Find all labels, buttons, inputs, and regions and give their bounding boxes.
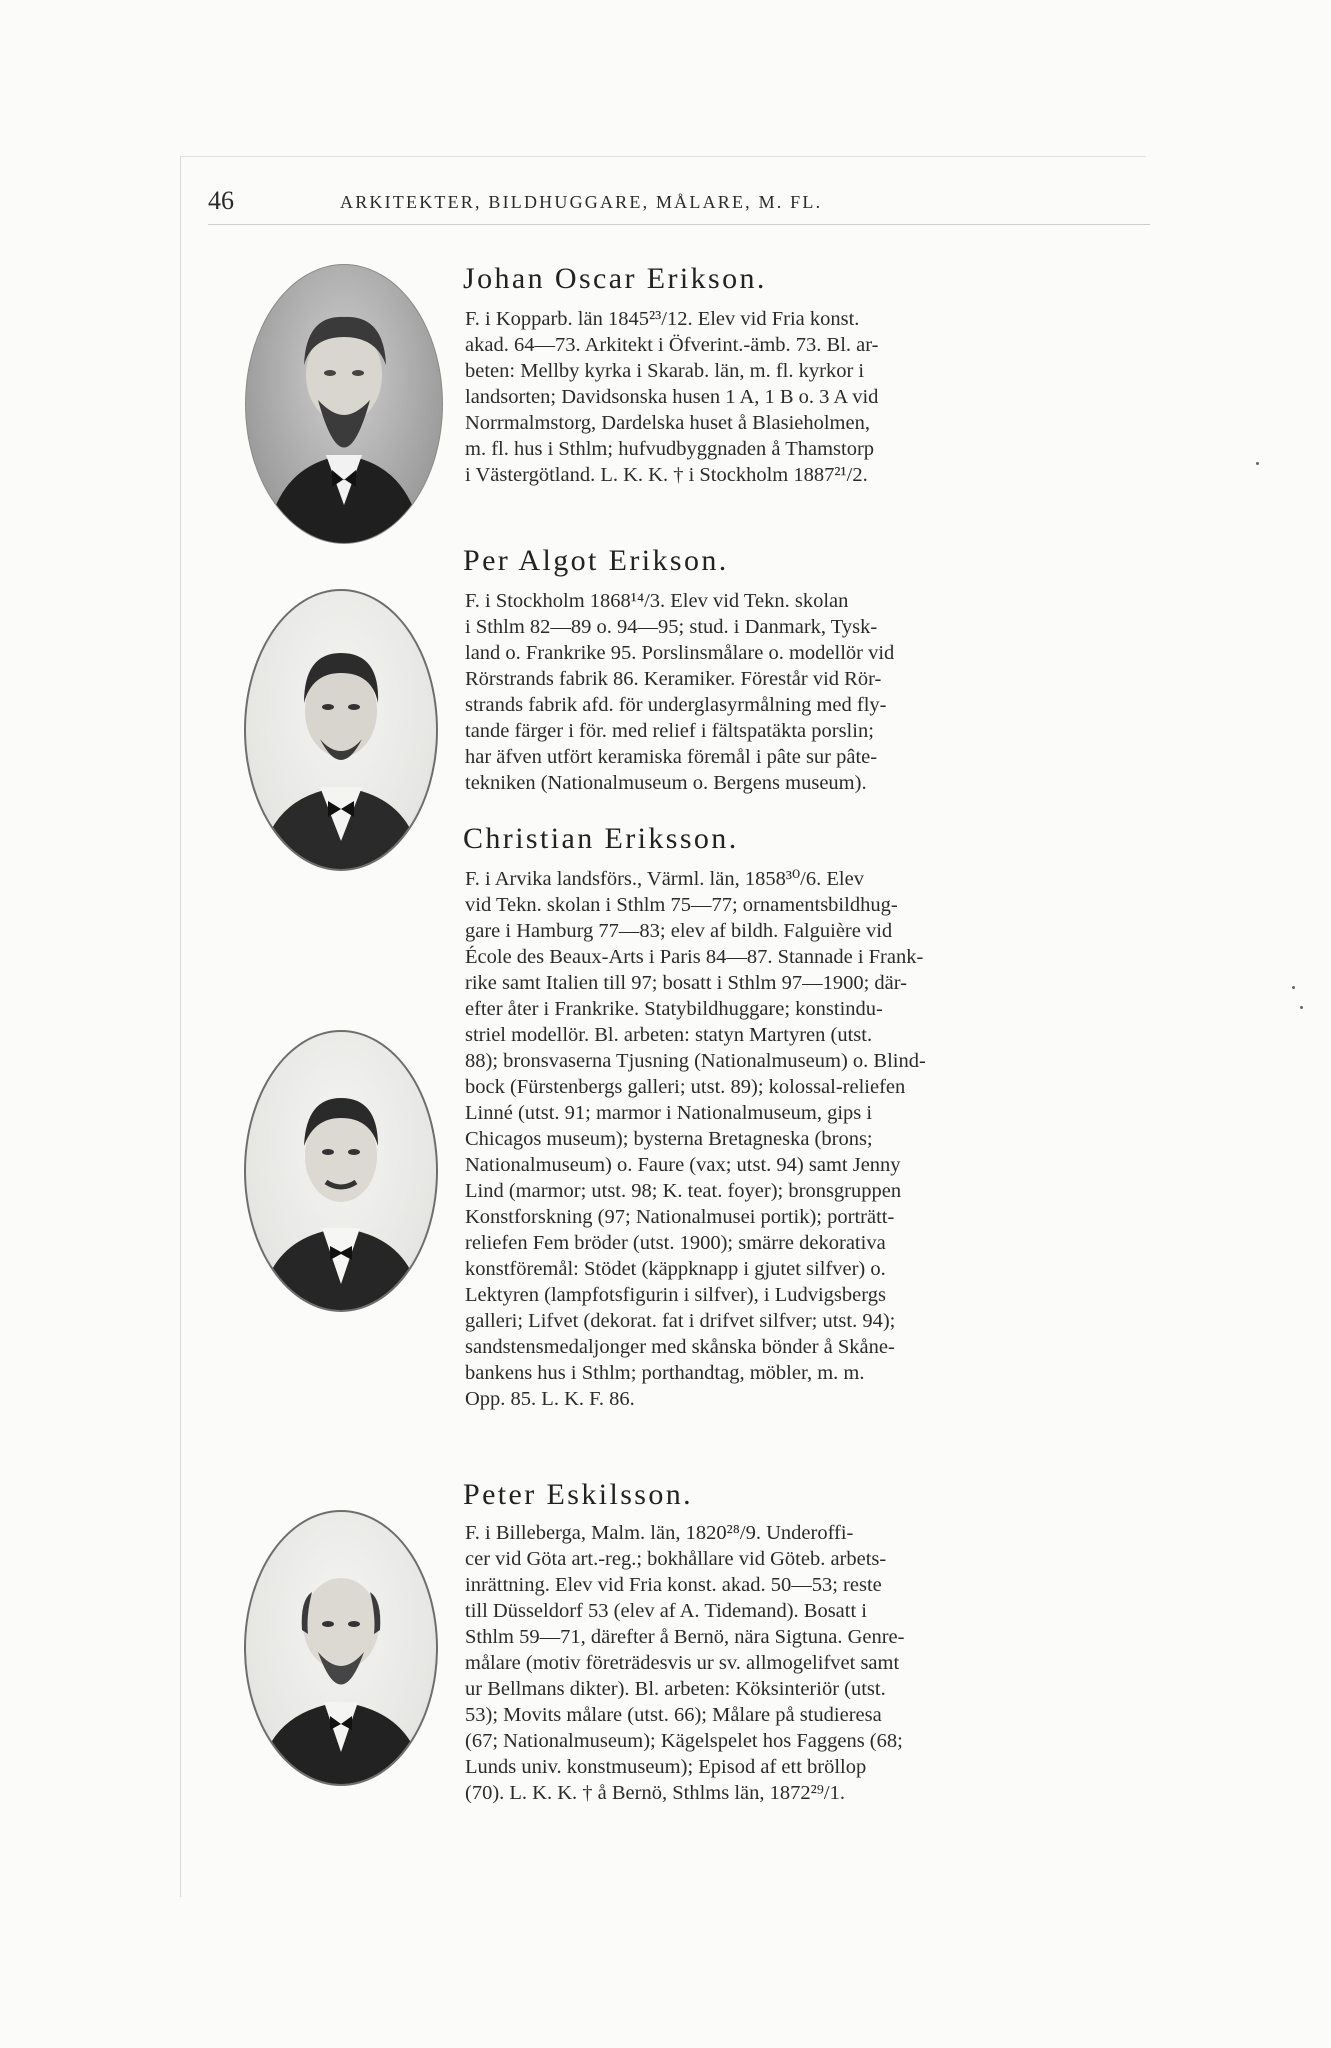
bio-line: tande färger i för. med relief i fältspatäkta porslin;	[465, 720, 874, 742]
entry-bio	[465, 306, 1148, 488]
entry-name: Christian Eriksson.	[463, 822, 739, 855]
portrait-figure-icon	[246, 1032, 436, 1310]
portrait-figure-icon	[246, 591, 436, 869]
bio-line: 53); Movits målare (utst. 66); Målare på studieresa	[465, 1704, 882, 1726]
running-head: ARKITEKTER, BILDHUGGARE, MÅLARE, M. FL.	[340, 192, 823, 212]
bio-line: Opp. 85. L. K. F. 86.	[465, 1388, 635, 1410]
bio-line: Rörstrands fabrik 86. Keramiker. Förestår vid Rör-	[465, 668, 882, 690]
bio-line: (70). L. K. K. † å Bernö, Sthlms län, 1872²⁹/1.	[465, 1782, 845, 1804]
portrait-per-algot-erikson	[244, 589, 438, 871]
bio-line: i Sthlm 82—89 o. 94—95; stud. i Danmark, Tysk-	[465, 616, 878, 638]
print-speck	[1292, 986, 1295, 989]
bio-line: F. i Kopparb. län 1845²³/12. Elev vid Fria konst.	[465, 308, 860, 330]
bio-line: Lunds univ. konstmuseum); Episod af ett bröllop	[465, 1756, 867, 1778]
bio-line: efter åter i Frankrike. Statybildhuggare; konstindu-	[465, 998, 883, 1020]
entry-bio	[465, 866, 1148, 1412]
bio-line: F. i Billeberga, Malm. län, 1820²⁸/9. Underoffi-	[465, 1522, 854, 1544]
bio-line: reliefen Fem bröder (utst. 1900); smärre dekorativa	[465, 1232, 886, 1254]
bio-line: till Düsseldorf 53 (elev af A. Tidemand). Bosatt i	[465, 1600, 867, 1622]
bio-line: sandstensmedaljonger med skånska bönder å Skåne-	[465, 1336, 895, 1358]
bio-line: Linné (utst. 91; marmor i Nationalmuseum, gips i	[465, 1102, 873, 1124]
portrait-figure-icon	[246, 1512, 436, 1784]
bio-line: i Västergötland. L. K. K. † i Stockholm 1887²¹/2.	[465, 464, 868, 486]
bio-line: har äfven utfört keramiska föremål i pâte sur pâte-	[465, 746, 878, 768]
entry-bio	[465, 588, 1148, 796]
portrait-johan-oscar-erikson	[245, 264, 443, 544]
bio-line: land o. Frankrike 95. Porslinsmålare o. modellör vid	[465, 642, 895, 664]
bio-line: 88); bronsvaserna Tjusning (Nationalmuseum) o. Blind-	[465, 1050, 926, 1072]
bio-line: landsorten; Davidsonska husen 1 A, 1 B o. 3 A vid	[465, 386, 879, 408]
bio-line: École des Beaux-Arts i Paris 84—87. Stannade i Frank-	[465, 946, 924, 968]
bio-line: Chicagos museum); bysterna Bretagneska (brons;	[465, 1128, 873, 1150]
bio-line: (67; Nationalmuseum); Kägelspelet hos Faggens (68;	[465, 1730, 903, 1752]
bio-line: bankens hus i Sthlm; porthandtag, möbler, m. m.	[465, 1362, 865, 1384]
bio-line: F. i Arvika landsförs., Värml. län, 1858³⁰/6. Elev	[465, 868, 864, 890]
entry-bio	[465, 1520, 1148, 1806]
portrait-peter-eskilsson	[244, 1510, 438, 1786]
bio-line: Nationalmuseum) o. Faure (vax; utst. 94) samt Jenny	[465, 1154, 901, 1176]
bio-line: målare (motiv företrädesvis ur sv. allmogelifvet samt	[465, 1652, 900, 1674]
bio-line: akad. 64—73. Arkitekt i Öfverint.-ämb. 73. Bl. ar-	[465, 334, 879, 356]
bio-line: rike samt Italien till 97; bosatt i Sthlm 97—1900; där-	[465, 972, 907, 994]
entry-name: Per Algot Erikson.	[463, 544, 729, 577]
bio-line: F. i Stockholm 1868¹⁴/3. Elev vid Tekn. skolan	[465, 590, 849, 612]
bio-line: Lind (marmor; utst. 98; K. teat. foyer); bronsgruppen	[465, 1180, 902, 1202]
bio-line: gare i Hamburg 77—83; elev af bildh. Falguière vid	[465, 920, 893, 942]
header-rule	[208, 224, 1150, 225]
print-speck	[1300, 1006, 1303, 1009]
entry-name: Peter Eskilsson.	[463, 1478, 694, 1511]
bio-line: strands fabrik afd. för underglasyrmålning med fly-	[465, 694, 887, 716]
portrait-christian-eriksson	[244, 1030, 438, 1312]
page-header	[208, 186, 1078, 226]
bio-line: galleri; Lifvet (dekorat. fat i drifvet silfver; utst. 94);	[465, 1310, 896, 1332]
bio-line: konstföremål: Stödet (käppknapp i gjutet silfver) o.	[465, 1258, 886, 1280]
bio-line: striel modellör. Bl. arbeten: statyn Martyren (utst.	[465, 1024, 873, 1046]
bio-line: inrättning. Elev vid Fria konst. akad. 50—53; reste	[465, 1574, 882, 1596]
entry-name: Johan Oscar Erikson.	[463, 262, 767, 295]
bio-line: vid Tekn. skolan i Sthlm 75—77; ornamentsbildhug-	[465, 894, 898, 916]
bio-line: beten: Mellby kyrka i Skarab. län, m. fl. kyrkor i	[465, 360, 865, 382]
bio-line: cer vid Göta art.-reg.; bokhållare vid Göteb. arbets-	[465, 1548, 887, 1570]
bio-line: Sthlm 59—71, därefter å Bernö, nära Sigtuna. Genre-	[465, 1626, 905, 1648]
bio-line: Konstforskning (97; Nationalmusei portik); porträtt-	[465, 1206, 895, 1228]
page-number: 46	[208, 186, 234, 215]
bio-line: Lektyren (lampfotsfigurin i silfver), i Ludvigsbergs	[465, 1284, 886, 1306]
print-speck	[1256, 462, 1259, 465]
portrait-figure-icon	[246, 265, 442, 543]
bio-line: ur Bellmans dikter). Bl. arbeten: Köksinteriör (utst.	[465, 1678, 886, 1700]
bio-line: Norrmalmstorg, Dardelska huset å Blasieholmen,	[465, 412, 870, 434]
bio-line: bock (Fürstenbergs galleri; utst. 89); kolossal-reliefen	[465, 1076, 906, 1098]
bio-line: m. fl. hus i Sthlm; hufvudbyggnaden å Thamstorp	[465, 438, 875, 460]
bio-line: tekniken (Nationalmuseum o. Bergens museum).	[465, 772, 867, 794]
